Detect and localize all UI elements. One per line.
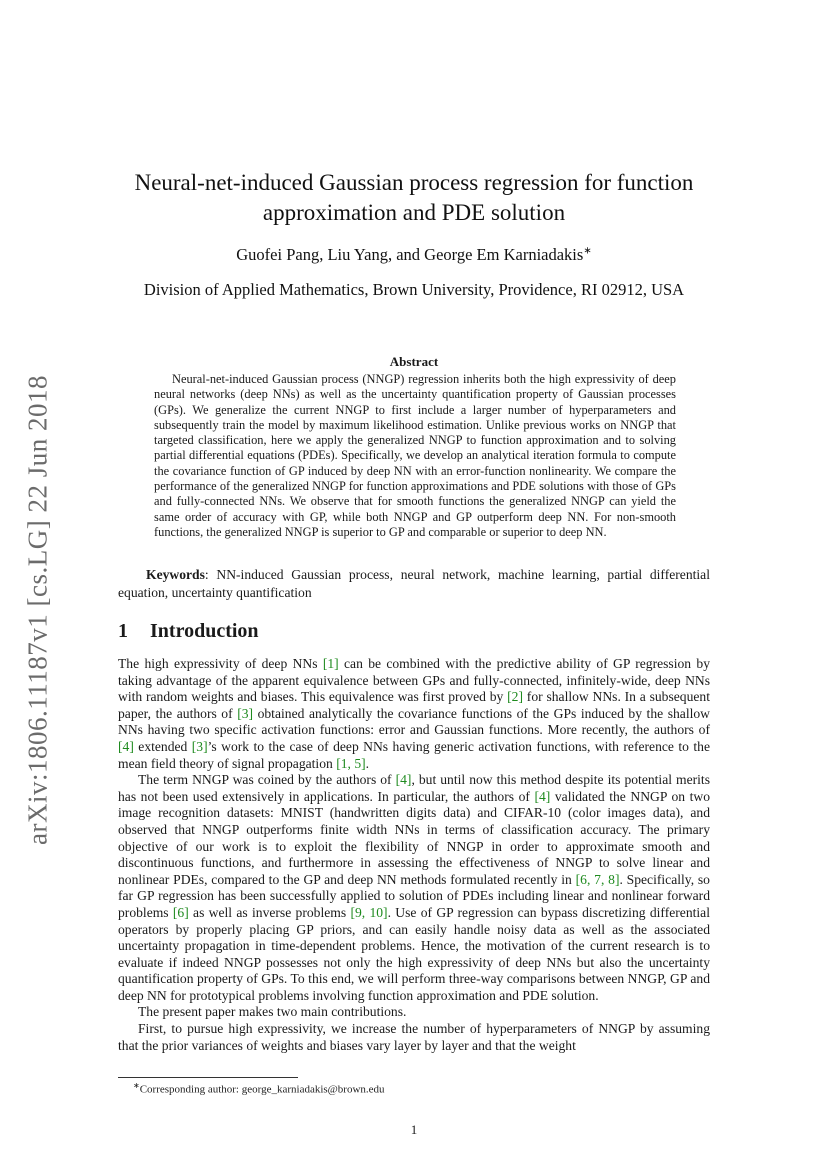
footnote-mark: ∗ <box>133 1081 140 1090</box>
paragraph-1 <box>118 656 710 772</box>
affiliation: Division of Applied Mathematics, Brown University, Providence, RI 02912, USA <box>143 280 685 299</box>
section-number: 1 <box>118 620 128 642</box>
citation-link[interactable]: [2] <box>507 689 524 705</box>
keywords-label: Keywords <box>146 567 205 582</box>
citation-link[interactable]: [9, 10] <box>350 904 388 920</box>
paragraph-text: The term NNGP was coined by the authors of <box>138 772 396 788</box>
paragraph-4: First, to pursue high expressivity, we increase the number of hyperparameters of NNGP by assuming that the prior variances of weights and biases vary layer by layer and that the weight <box>118 1021 710 1053</box>
paragraph-text: . <box>365 755 370 771</box>
abstract-heading: Abstract <box>389 354 439 369</box>
citation-link[interactable]: [1] <box>322 656 339 671</box>
paper-title <box>100 168 728 228</box>
arxiv-category: [cs.LG] <box>22 519 53 607</box>
paragraph-text: ’s work to the case of deep NNs having generic activation functions, with reference to the mean field theory of signal propagation <box>118 738 710 771</box>
footnote-text: Corresponding author: george_karniadakis@brown.edu <box>139 1083 385 1096</box>
abstract-text: Neural-net-induced Gaussian process (NNGP) regression inherits both the high expressivity of deep neural networks (deep NNs) as well as the uncertainty quantification property of Gaussian processes (GPs). We generalize the current NNGP to first include a larger number of hyperparameters and subsequently train the model by maximum likelihood estimation. Unlike previous works on NNGP that targeted classification, here we apply the generalized NNGP to function approximation and to solving partial differential equations (PDEs). Specifically, we develop an analytical iteration formula to compute the covariance function of GP induced by deep NN with an error-function nonlinearity. We compare the performance of the generalized NNGP for function approximations and PDE solutions with those of GPs and fully-connected NNs. We observe that for smooth functions the generalized NNGP can yield the same order of accuracy with GP, while both NNGP and GP outperform deep NN. For non-smooth functions, the generalized NNGP is superior to GP and comparable or superior to deep NN. <box>154 372 676 539</box>
citation-link[interactable]: [6, 7, 8] <box>575 871 620 887</box>
section-title: Introduction <box>150 620 259 642</box>
section-heading <box>118 620 710 643</box>
corresponding-author-mark: ∗ <box>583 245 592 257</box>
paragraph-text: obtained analytically the covariance functions of the GPs induced by the shallow NNs having two specific activation functions: error and Gaussian functions. More recently, the authors of <box>118 705 710 738</box>
paragraph-text: . Use of GP regression can bypass discretizing differential operators by properly placing GP priors, and can easily handle noisy data as well as the associated uncertainty propagation in time-dependent problems. Hence, the motivation of the current research is to evaluate if indeed NNGP possesses not only the high expressivity of deep NNs but also the uncertainty quantification property of GPs. To this end, we will perform three-way comparisons between NNGP, GP and deep NN for prototypical problems involving function approximation and PDE solution. <box>118 904 710 1003</box>
keywords-text: : NN-induced Gaussian process, neural network, machine learning, partial differential equation, uncertainty quantification <box>118 567 710 600</box>
author-list <box>100 245 728 265</box>
body-text <box>118 656 710 1054</box>
footnote-divider <box>118 1077 298 1078</box>
citation-link[interactable]: [3] <box>191 738 208 754</box>
arxiv-date: 22 Jun 2018 <box>22 375 53 513</box>
title-line-1: Neural-net-induced Gaussian process regression for function <box>134 170 694 195</box>
keywords <box>118 566 710 601</box>
arxiv-identifier: arXiv:1806.11187v1 <box>22 613 53 845</box>
page-number: 1 <box>410 1122 418 1137</box>
paragraph-3: The present paper makes two main contributions. <box>138 1004 407 1020</box>
paragraph-text: can be combined with the predictive ability of GP regression by taking advantage of the apparent equivalence between GPs and fully-connected, infinitely-wide, deep NNs with random weights and biases. This equivalence was first proved by <box>118 656 711 705</box>
footnote <box>133 1081 633 1096</box>
citation-link[interactable]: [4] <box>395 772 412 788</box>
citation-link[interactable]: [4] <box>534 788 551 804</box>
paragraph-text: . Specifically, so far GP regression has been successfully applied to solution of PDEs including linear and nonlinear forward problems <box>118 871 710 920</box>
paragraph-text: validated the NNGP on two image recognition datasets: MNIST (handwritten digits data) and CIFAR-10 (color images data), and observed that NNGP outperforms finite width NNs in terms of classification accuracy. The primary objective of our work is to exploit the flexibility of NNGP in order to approximate smooth and discontinuous functions, and furthermore in assessing the effectiveness of NNGP to solve linear and nonlinear PDEs, compared to the GP and deep NN methods formulated recently in <box>118 788 710 887</box>
citation-link[interactable]: [6] <box>172 904 189 920</box>
paragraph-text: extended <box>133 738 192 754</box>
paragraph-text: The high expressivity of deep NNs <box>118 656 323 671</box>
arxiv-stamp <box>23 375 54 845</box>
paragraph-text: , but until now this method despite its potential merits has not been used extensively in applications. In particular, the authors of <box>118 772 711 804</box>
paragraph-text: as well as inverse problems <box>188 904 351 920</box>
paragraph-2 <box>118 772 710 1004</box>
citation-link[interactable]: [3] <box>237 705 254 721</box>
authors-text: Guofei Pang, Liu Yang, and George Em Karniadakis <box>236 245 584 264</box>
citation-link[interactable]: [4] <box>118 738 134 754</box>
title-line-2: approximation and PDE solution <box>262 200 566 225</box>
paragraph-text: for shallow NNs. In a subsequent paper, the authors of <box>118 689 710 721</box>
citation-link[interactable]: [1, 5] <box>336 755 366 771</box>
